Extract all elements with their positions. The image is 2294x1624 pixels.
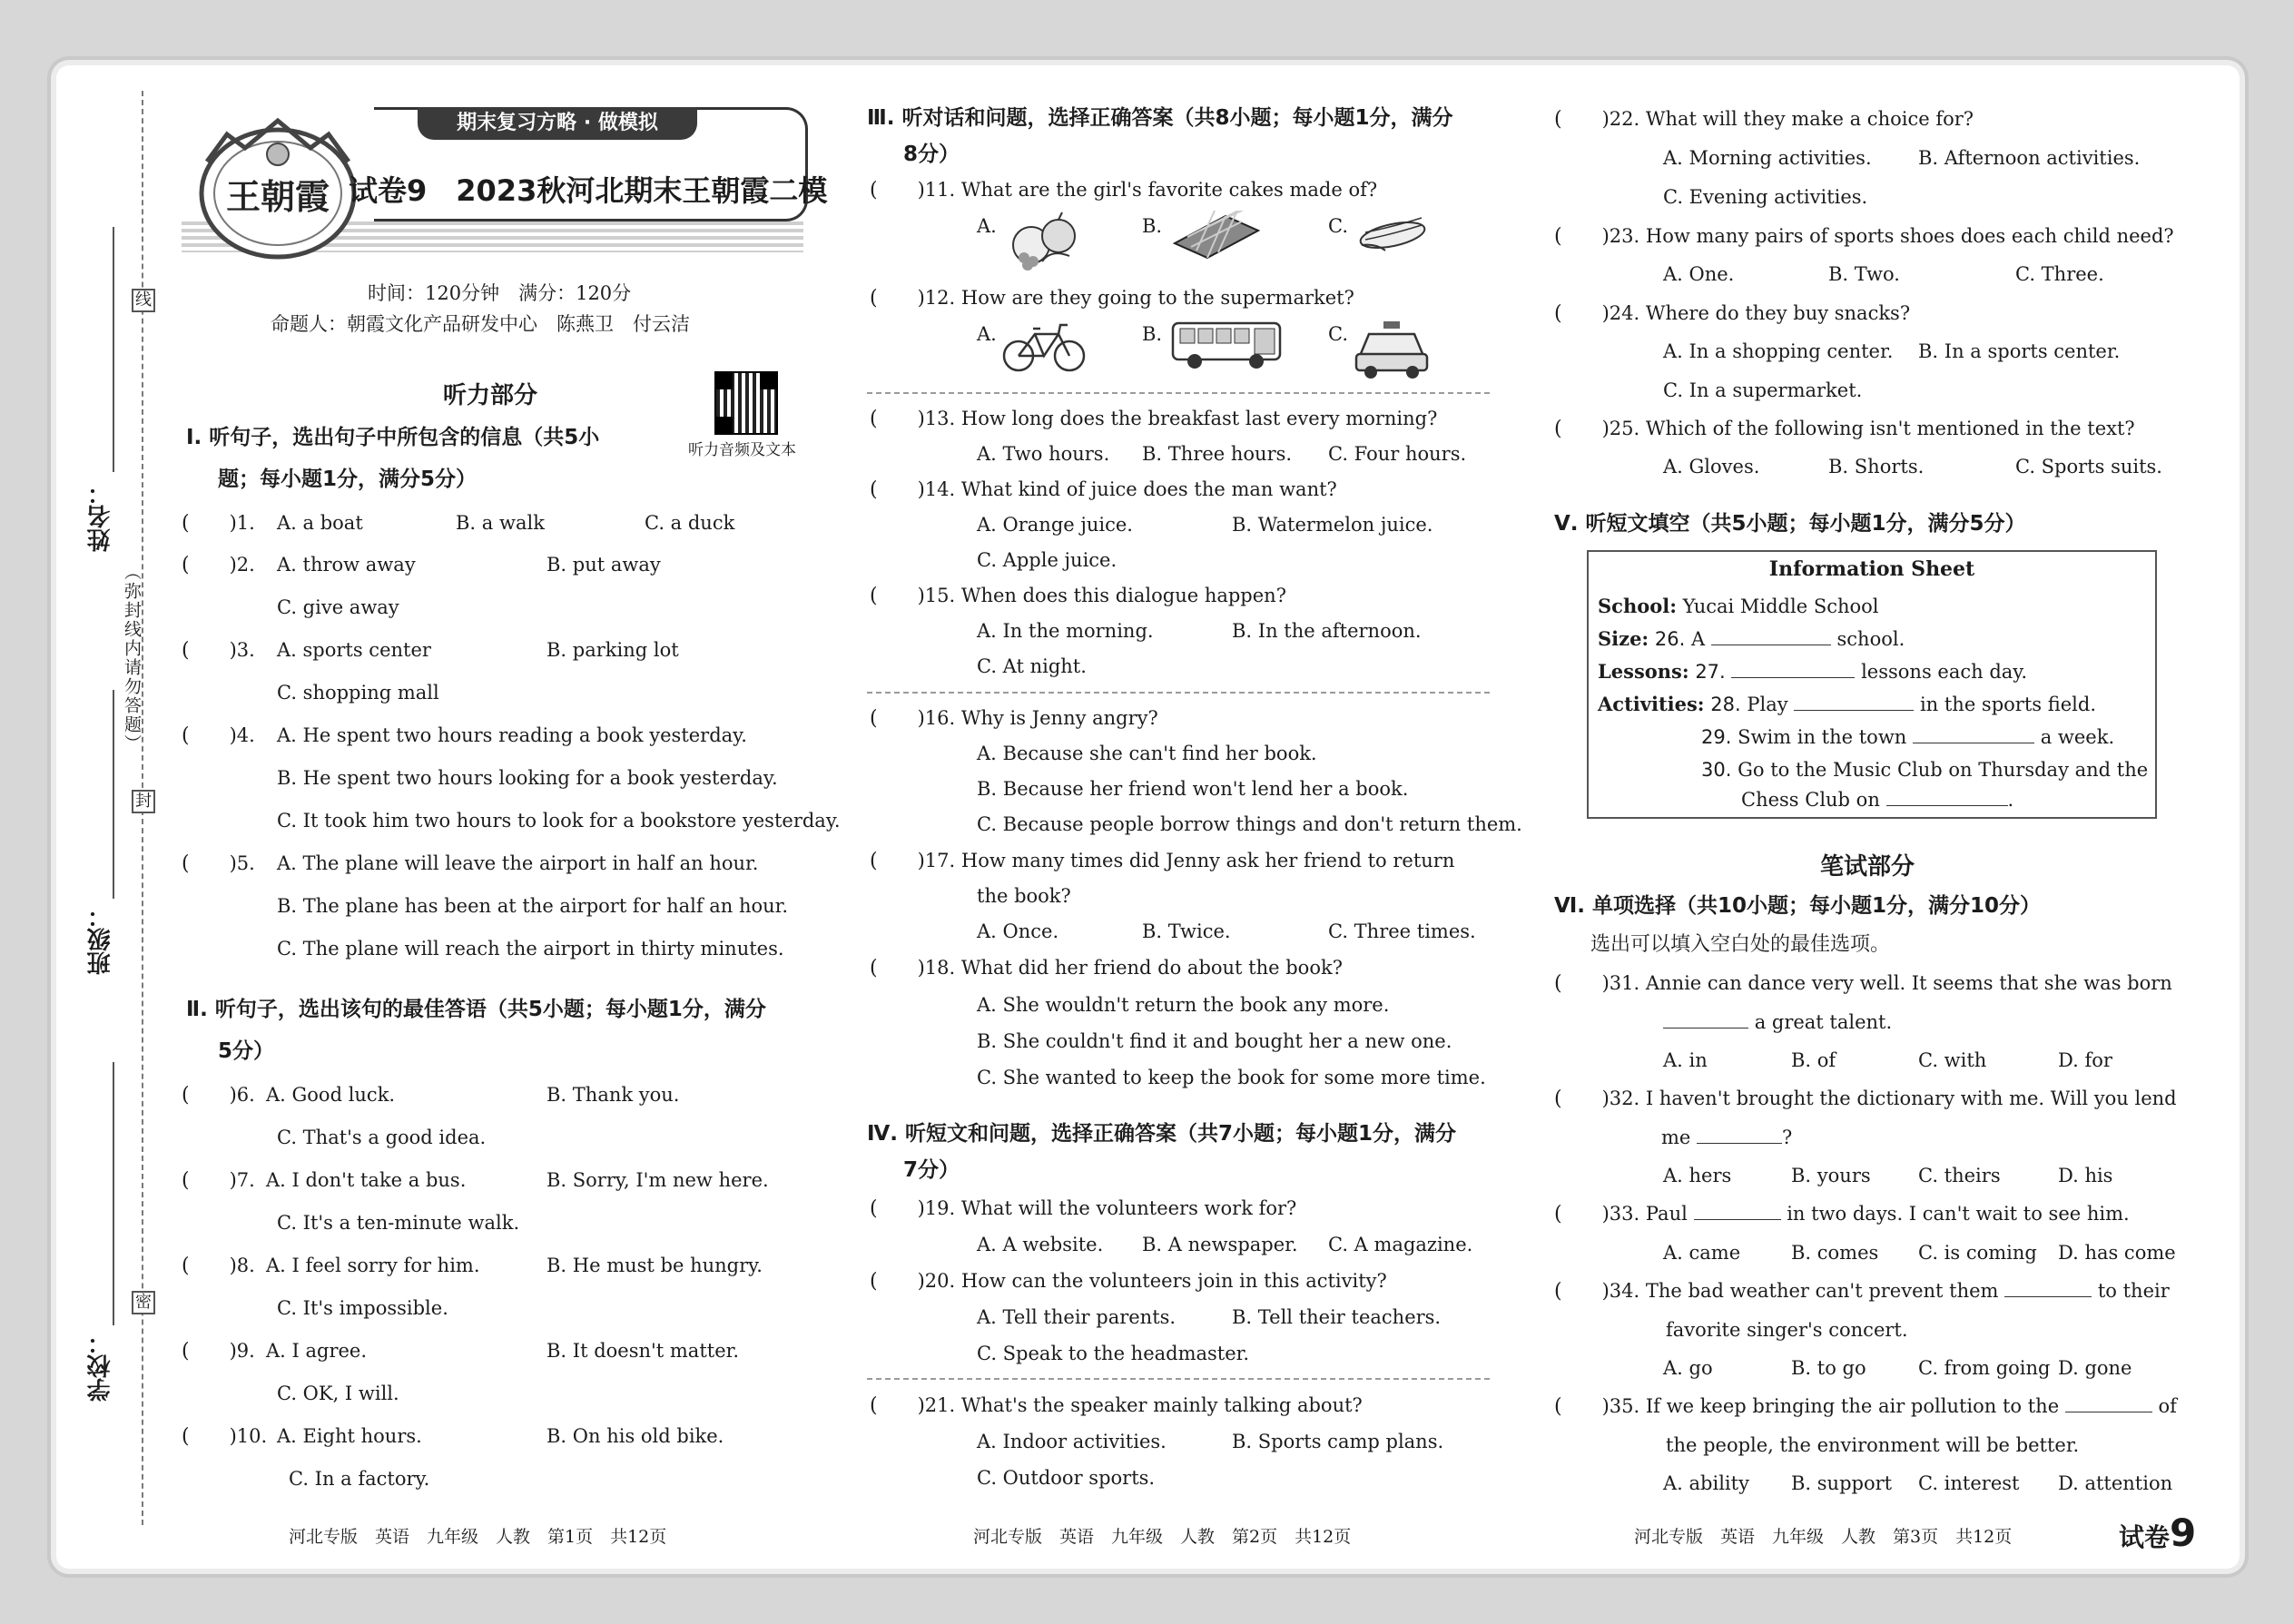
blank-31[interactable] bbox=[1663, 1027, 1748, 1029]
paper-number: 试卷9 bbox=[2119, 1511, 2197, 1555]
section-6-title: Ⅵ. 单项选择（共10小题；每小题1分，满分10分） bbox=[1554, 894, 2042, 918]
q6-option-a[interactable]: A. Good luck. bbox=[266, 1084, 396, 1106]
q1-option-b[interactable]: B. a walk bbox=[456, 512, 545, 534]
answer-paren[interactable]: ( bbox=[870, 287, 878, 310]
q14 bbox=[870, 471, 1337, 508]
q9-option-c[interactable]: C. OK, I will. bbox=[277, 1383, 399, 1404]
answer-paren[interactable]: ( bbox=[870, 1394, 878, 1417]
q34-option-a[interactable]: A. go bbox=[1663, 1357, 1713, 1379]
q35: ( )35. If we keep bringing the air pollution to the of bbox=[1554, 1395, 2177, 1418]
q-number: )14. bbox=[917, 478, 956, 500]
q25-option-c[interactable]: C. Sports suits. bbox=[2015, 456, 2162, 477]
q21-option-c[interactable]: C. Outdoor sports. bbox=[977, 1467, 1156, 1489]
info-size: Size: 26. A school. bbox=[1598, 627, 1905, 650]
information-sheet bbox=[1587, 550, 2157, 819]
answer-paren[interactable]: ( bbox=[1554, 1088, 1562, 1110]
footer-page-1: 河北专版 英语 九年级 人教 第1页 共12页 bbox=[289, 1527, 667, 1547]
section-2-title-cont: 5分） bbox=[218, 1039, 275, 1063]
q2 bbox=[182, 546, 255, 584]
q32-option-b[interactable]: B. yours bbox=[1791, 1165, 1871, 1186]
school-label: 学校： bbox=[87, 1331, 114, 1402]
info-activity-30: 30. Go to the Music Club on Thursday and the bbox=[1701, 759, 2149, 781]
q12-option-b[interactable]: B. bbox=[1142, 323, 1163, 345]
q7-option-c[interactable]: C. It's a ten-minute walk. bbox=[277, 1212, 520, 1234]
binding-mark-dense: 密 bbox=[132, 1291, 155, 1314]
answer-paren[interactable]: ( bbox=[870, 1197, 878, 1220]
q-text: When does this dialogue happen? bbox=[960, 585, 1286, 606]
q18-option-b[interactable]: B. She couldn't find it and bought her a new one. bbox=[977, 1030, 1452, 1052]
answer-paren[interactable]: ( bbox=[1554, 1395, 1562, 1418]
answer-paren[interactable]: ( bbox=[1554, 418, 1562, 440]
q21-option-a[interactable]: A. Indoor activities. bbox=[977, 1431, 1167, 1452]
q-number: )22. bbox=[1601, 108, 1640, 130]
q2-option-c[interactable]: C. give away bbox=[277, 596, 399, 618]
q-text: What's the speaker mainly talking about? bbox=[960, 1394, 1363, 1416]
answer-paren[interactable]: ( bbox=[182, 1084, 190, 1107]
answer-paren[interactable]: ( bbox=[182, 1169, 190, 1192]
q11-option-c[interactable]: C. bbox=[1328, 215, 1348, 237]
q22-option-a[interactable]: A. Morning activities. bbox=[1663, 147, 1872, 169]
q-number: )25. bbox=[1601, 418, 1640, 439]
q34-option-d[interactable]: D. gone bbox=[2058, 1357, 2132, 1379]
name-field[interactable] bbox=[113, 227, 114, 472]
q33-option-c[interactable]: C. is coming bbox=[1918, 1242, 2037, 1264]
q18-option-c[interactable]: C. She wanted to keep the book for some more time. bbox=[977, 1067, 1486, 1088]
q34-option-c[interactable]: C. from going bbox=[1918, 1357, 2051, 1379]
q14-option-b[interactable]: B. Watermelon juice. bbox=[1232, 514, 1433, 536]
divider bbox=[867, 1378, 1490, 1380]
q33-option-a[interactable]: A. came bbox=[1663, 1242, 1741, 1264]
section-3-title: Ⅲ. 听对话和问题，选择正确答案（共8小题；每小题1分，满分 bbox=[867, 106, 1453, 130]
chocolate-bar-icon bbox=[1171, 211, 1262, 261]
q34-text-cont: favorite singer's concert. bbox=[1666, 1319, 1908, 1341]
answer-paren[interactable]: ( bbox=[182, 724, 190, 747]
q10 bbox=[182, 1418, 267, 1455]
fruit-icon bbox=[1006, 209, 1086, 271]
answer-paren[interactable]: ( bbox=[870, 957, 878, 979]
binding-note: （弥封线内请勿答题） bbox=[122, 563, 142, 753]
q32-text-cont: me ? bbox=[1661, 1127, 1793, 1148]
header-tab: 期末复习方略 · 做模拟 bbox=[418, 107, 697, 140]
q7-option-b[interactable]: B. Sorry, I'm new here. bbox=[546, 1169, 769, 1191]
q2-option-a[interactable]: A. throw away bbox=[277, 554, 416, 576]
footer-page-3: 河北专版 英语 九年级 人教 第3页 共12页 bbox=[1634, 1527, 2013, 1547]
q23-option-b[interactable]: B. Two. bbox=[1828, 263, 1900, 285]
q-text: How many times did Jenny ask her friend to return bbox=[960, 850, 1455, 871]
q32-option-d[interactable]: D. his bbox=[2058, 1165, 2113, 1186]
q-text: Where do they buy snacks? bbox=[1645, 302, 1911, 324]
section-4-title: Ⅳ. 听短文和问题，选择正确答案（共7小题；每小题1分，满分 bbox=[867, 1122, 1457, 1146]
q23-option-a[interactable]: A. One. bbox=[1663, 263, 1735, 285]
taxi-icon bbox=[1353, 320, 1431, 381]
paper-title: 试卷9 2023秋河北期末王朝霞二模 bbox=[349, 173, 828, 208]
q-number: )23. bbox=[1601, 225, 1640, 247]
q-text: How are they going to the supermarket? bbox=[960, 287, 1354, 309]
q3-option-a[interactable]: A. sports center bbox=[277, 639, 431, 661]
q23 bbox=[1554, 218, 2174, 255]
q-number: )18. bbox=[917, 957, 956, 979]
answer-paren[interactable]: ( bbox=[182, 639, 190, 662]
section-2-title: Ⅱ. 听句子，选出该句的最佳答语（共5小题；每小题1分，满分 bbox=[186, 998, 766, 1021]
divider bbox=[867, 392, 1490, 394]
q-number: )19. bbox=[917, 1197, 956, 1219]
q-number: )21. bbox=[917, 1394, 956, 1416]
q5-option-c[interactable]: C. The plane will reach the airport in thirty minutes. bbox=[277, 938, 784, 960]
q7-option-a[interactable]: A. I don't take a bus. bbox=[266, 1169, 467, 1191]
q15-option-a[interactable]: A. In the morning. bbox=[977, 620, 1154, 642]
q-number: )12. bbox=[917, 287, 956, 309]
q-number: )2. bbox=[229, 554, 255, 576]
blank-26[interactable] bbox=[1711, 644, 1831, 645]
section-6-instructions: 选出可以填入空白处的最佳选项。 bbox=[1590, 933, 1891, 956]
q20-option-c[interactable]: C. Speak to the headmaster. bbox=[977, 1343, 1250, 1364]
q13 bbox=[870, 400, 1437, 438]
blank-29[interactable] bbox=[1913, 742, 2034, 743]
q35-option-c[interactable]: C. interest bbox=[1918, 1472, 2020, 1494]
q4 bbox=[182, 717, 255, 754]
blank-33[interactable] bbox=[1694, 1218, 1781, 1220]
info-activity-29: 29. Swim in the town a week. bbox=[1701, 726, 2115, 748]
divider bbox=[867, 692, 1490, 694]
q10-option-a[interactable]: A. Eight hours. bbox=[277, 1425, 422, 1447]
q11-option-a[interactable]: A. bbox=[977, 215, 997, 237]
q-number: )15. bbox=[917, 585, 956, 606]
q5 bbox=[182, 845, 255, 882]
q3-option-b[interactable]: B. parking lot bbox=[546, 639, 679, 661]
q31-option-c[interactable]: C. with bbox=[1918, 1049, 1987, 1071]
q8-option-c[interactable]: C. It's impossible. bbox=[277, 1297, 448, 1319]
q31-option-b[interactable]: B. of bbox=[1791, 1049, 1836, 1071]
listening-title: 听力部分 bbox=[443, 382, 538, 409]
info-activity-30-cont: Chess Club on . bbox=[1741, 789, 2014, 811]
written-title: 笔试部分 bbox=[1820, 853, 1915, 881]
q31 bbox=[1554, 965, 2172, 1002]
q11-option-b[interactable]: B. bbox=[1142, 215, 1163, 237]
q8 bbox=[182, 1247, 255, 1284]
school-field[interactable] bbox=[113, 1062, 114, 1325]
logo-text: 王朝霞 bbox=[225, 176, 330, 217]
q3-option-c[interactable]: C. shopping mall bbox=[277, 682, 439, 704]
q5-option-b[interactable]: B. The plane has been at the airport for half an hour. bbox=[277, 895, 789, 917]
q-text: What will they make a choice for? bbox=[1645, 108, 1974, 130]
answer-paren[interactable]: ( bbox=[1554, 1203, 1562, 1225]
q-text: Which of the following isn't mentioned in the text? bbox=[1645, 418, 2135, 439]
info-activity-28: Activities: 28. Play in the sports field. bbox=[1598, 693, 2096, 715]
q16 bbox=[870, 700, 1158, 737]
q15 bbox=[870, 577, 1286, 615]
qr-caption: 听力音频及文本 bbox=[688, 441, 796, 459]
q24-option-a[interactable]: A. In a shopping center. bbox=[1663, 340, 1894, 362]
q-number: )1. bbox=[229, 512, 255, 534]
q25 bbox=[1554, 410, 2135, 448]
q-text: What are the girl's favorite cakes made of? bbox=[960, 179, 1378, 201]
info-lessons: Lessons: 27. lessons each day. bbox=[1598, 660, 2028, 683]
q22 bbox=[1554, 101, 1974, 138]
q3 bbox=[182, 632, 255, 669]
section-1-title: Ⅰ. 听句子，选出句子中所包含的信息（共5小 bbox=[186, 426, 600, 449]
q4-option-b[interactable]: B. He spent two hours looking for a book yesterday. bbox=[277, 767, 778, 789]
info-school: School: Yucai Middle School bbox=[1598, 595, 1879, 617]
answer-paren[interactable]: ( bbox=[870, 478, 878, 501]
footer-page-2: 河北专版 英语 九年级 人教 第2页 共12页 bbox=[973, 1527, 1352, 1547]
q9-option-b[interactable]: B. It doesn't matter. bbox=[546, 1340, 740, 1362]
q34-option-b[interactable]: B. to go bbox=[1791, 1357, 1866, 1379]
q12-option-c[interactable]: C. bbox=[1328, 323, 1348, 345]
q13-option-c[interactable]: C. Four hours. bbox=[1328, 443, 1467, 465]
q-number: )5. bbox=[229, 852, 255, 874]
answer-paren[interactable]: ( bbox=[182, 512, 190, 535]
q16-option-a[interactable]: A. Because she can't find her book. bbox=[977, 743, 1317, 764]
corn-icon bbox=[1356, 212, 1429, 258]
q14-option-a[interactable]: A. Orange juice. bbox=[977, 514, 1133, 536]
q1-option-a[interactable]: A. a boat bbox=[277, 512, 363, 534]
q33: ( )33. Paul in two days. I can't wait to see him. bbox=[1554, 1203, 2130, 1225]
q-number: )35. bbox=[1601, 1395, 1640, 1417]
q19-option-a[interactable]: A. A website. bbox=[977, 1234, 1104, 1255]
blank-30[interactable] bbox=[1886, 804, 2008, 806]
answer-paren[interactable]: ( bbox=[870, 707, 878, 730]
binding-mark-seal: 封 bbox=[132, 790, 155, 813]
q-number: )9. bbox=[229, 1340, 255, 1362]
blank-28[interactable] bbox=[1794, 709, 1914, 711]
q15-option-c[interactable]: C. At night. bbox=[977, 655, 1087, 677]
q-number: )32. bbox=[1601, 1088, 1640, 1109]
answer-paren[interactable]: ( bbox=[1554, 972, 1562, 995]
answer-paren[interactable]: ( bbox=[870, 850, 878, 872]
q-number: )13. bbox=[917, 408, 956, 429]
q4-option-a[interactable]: A. He spent two hours reading a book yesterday. bbox=[277, 724, 747, 746]
q-number: )7. bbox=[229, 1169, 255, 1191]
answer-paren[interactable]: ( bbox=[1554, 225, 1562, 248]
q24-option-c[interactable]: C. In a supermarket. bbox=[1663, 379, 1863, 401]
q33-option-d[interactable]: D. has come bbox=[2058, 1242, 2176, 1264]
q-text: Why is Jenny angry? bbox=[960, 707, 1158, 729]
blank-35[interactable] bbox=[2065, 1411, 2152, 1412]
q32 bbox=[1554, 1080, 2177, 1117]
q11 bbox=[870, 172, 1377, 209]
publisher-logo-icon bbox=[182, 107, 374, 261]
q22-option-c[interactable]: C. Evening activities. bbox=[1663, 186, 1868, 208]
q13-option-a[interactable]: A. Two hours. bbox=[977, 443, 1110, 465]
q8-option-a[interactable]: A. I feel sorry for him. bbox=[266, 1255, 480, 1276]
q-text: How can the volunteers join in this activity? bbox=[960, 1270, 1387, 1292]
q35-option-b[interactable]: B. support bbox=[1791, 1472, 1893, 1494]
q17-option-a[interactable]: A. Once. bbox=[977, 920, 1059, 942]
info-title: Information Sheet bbox=[1768, 557, 1975, 581]
q-number: )6. bbox=[229, 1084, 255, 1106]
q13-option-b[interactable]: B. Three hours. bbox=[1142, 443, 1293, 465]
q7 bbox=[182, 1162, 255, 1199]
q10-option-b[interactable]: B. On his old bike. bbox=[546, 1425, 724, 1447]
q25-option-a[interactable]: A. Gloves. bbox=[1663, 456, 1760, 477]
q6-option-c[interactable]: C. That's a good idea. bbox=[277, 1127, 487, 1148]
q-number: )8. bbox=[229, 1255, 255, 1276]
q35-text-cont: the people, the environment will be better. bbox=[1666, 1434, 2080, 1456]
q22-option-b[interactable]: B. Afternoon activities. bbox=[1918, 147, 2141, 169]
q-text: I haven't brought the dictionary with me. Will you lend bbox=[1645, 1088, 2177, 1109]
q17-option-c[interactable]: C. Three times. bbox=[1328, 920, 1476, 942]
class-label: 班级： bbox=[87, 904, 114, 975]
q31-option-d[interactable]: D. for bbox=[2058, 1049, 2112, 1071]
bus-icon bbox=[1169, 318, 1284, 372]
q-text: How many pairs of sports shoes does each child need? bbox=[1645, 225, 2174, 247]
answer-paren[interactable]: ( bbox=[182, 1255, 190, 1277]
q23-option-c[interactable]: C. Three. bbox=[2015, 263, 2104, 285]
bicycle-icon bbox=[1002, 320, 1086, 374]
q1-option-c[interactable]: C. a duck bbox=[645, 512, 735, 534]
answer-paren[interactable]: ( bbox=[182, 554, 190, 576]
q10-option-c[interactable]: C. In a factory. bbox=[289, 1468, 430, 1490]
q14-option-c[interactable]: C. Apple juice. bbox=[977, 549, 1117, 571]
q-text: How long does the breakfast last every morning? bbox=[960, 408, 1438, 429]
q-number: )20. bbox=[917, 1270, 956, 1292]
q32-option-c[interactable]: C. theirs bbox=[1918, 1165, 2001, 1186]
answer-paren[interactable]: ( bbox=[870, 1270, 878, 1293]
q-text: What will the volunteers work for? bbox=[960, 1197, 1297, 1219]
q-number: )17. bbox=[917, 850, 956, 871]
q19-option-c[interactable]: C. A magazine. bbox=[1328, 1234, 1473, 1255]
author-line: 命题人：朝霞文化产品研发中心 陈燕卫 付云洁 bbox=[271, 313, 690, 335]
binding-mark-line: 线 bbox=[132, 289, 155, 312]
q-text: What kind of juice does the man want? bbox=[960, 478, 1337, 500]
q16-option-b[interactable]: B. Because her friend won't lend her a book. bbox=[977, 778, 1409, 800]
q-number: )10. bbox=[229, 1425, 268, 1447]
answer-paren[interactable]: ( bbox=[1554, 1280, 1562, 1303]
answer-paren[interactable]: ( bbox=[182, 1425, 190, 1448]
class-field[interactable] bbox=[113, 690, 114, 899]
q8-option-b[interactable]: B. He must be hungry. bbox=[546, 1255, 763, 1276]
answer-paren[interactable]: ( bbox=[182, 1340, 190, 1363]
q19-option-b[interactable]: B. A newspaper. bbox=[1142, 1234, 1298, 1255]
answer-paren[interactable]: ( bbox=[182, 852, 190, 875]
answer-paren[interactable]: ( bbox=[870, 585, 878, 607]
q12 bbox=[870, 280, 1354, 317]
q-number: )34. bbox=[1601, 1280, 1640, 1302]
q-text: Annie can dance very well. It seems that she was born bbox=[1645, 972, 2172, 994]
q33-option-b[interactable]: B. comes bbox=[1791, 1242, 1879, 1264]
q17 bbox=[870, 842, 1454, 880]
q34: ( )34. The bad weather can't prevent them to their bbox=[1554, 1280, 2170, 1303]
q17-text-cont: the book? bbox=[977, 885, 1071, 907]
q6-option-b[interactable]: B. Thank you. bbox=[546, 1084, 680, 1106]
qr-code-icon[interactable] bbox=[714, 371, 778, 435]
q15-option-b[interactable]: B. In the afternoon. bbox=[1232, 620, 1422, 642]
q24-option-b[interactable]: B. In a sports center. bbox=[1918, 340, 2121, 362]
q-number: )24. bbox=[1601, 302, 1640, 324]
q25-option-b[interactable]: B. Shorts. bbox=[1828, 456, 1925, 477]
q21-option-b[interactable]: B. Sports camp plans. bbox=[1232, 1431, 1444, 1452]
q5-option-a[interactable]: A. The plane will leave the airport in half an hour. bbox=[277, 852, 759, 874]
q1 bbox=[182, 505, 255, 542]
section-1-title-cont: 题；每小题1分，满分5分） bbox=[218, 468, 478, 491]
q35-option-a[interactable]: A. ability bbox=[1663, 1472, 1749, 1494]
q6 bbox=[182, 1077, 255, 1114]
q17-option-b[interactable]: B. Twice. bbox=[1142, 920, 1231, 942]
q32-option-a[interactable]: A. hers bbox=[1663, 1165, 1732, 1186]
q18 bbox=[870, 950, 1343, 987]
q18-option-a[interactable]: A. She wouldn't return the book any more. bbox=[977, 994, 1390, 1016]
q-number: )4. bbox=[229, 724, 255, 746]
q31-option-a[interactable]: A. in bbox=[1663, 1049, 1708, 1071]
blank-27[interactable] bbox=[1731, 676, 1855, 678]
answer-paren[interactable]: ( bbox=[1554, 302, 1562, 325]
q12-option-a[interactable]: A. bbox=[977, 323, 997, 345]
q-number: )31. bbox=[1601, 972, 1640, 994]
answer-paren[interactable]: ( bbox=[1554, 108, 1562, 131]
q9 bbox=[182, 1333, 255, 1370]
q20 bbox=[870, 1263, 1387, 1300]
blank-32[interactable] bbox=[1697, 1142, 1782, 1144]
section-5-title: Ⅴ. 听短文填空（共5小题；每小题1分，满分5分） bbox=[1554, 512, 2026, 536]
q-number: )11. bbox=[917, 179, 956, 201]
q35-option-d[interactable]: D. attention bbox=[2058, 1472, 2173, 1494]
q31-text-cont: a great talent. bbox=[1663, 1004, 1892, 1040]
q9-option-a[interactable]: A. I agree. bbox=[266, 1340, 368, 1362]
q16-option-c[interactable]: C. Because people borrow things and don't return them. bbox=[977, 813, 1522, 835]
q19 bbox=[870, 1190, 1296, 1227]
q20-option-a[interactable]: A. Tell their parents. bbox=[977, 1306, 1177, 1328]
q-number: )33. bbox=[1601, 1203, 1640, 1225]
q24 bbox=[1554, 295, 1910, 332]
blank-34[interactable] bbox=[2004, 1295, 2092, 1297]
q-text: What did her friend do about the book? bbox=[960, 957, 1343, 979]
time-line: 时间：120分钟 满分：120分 bbox=[368, 282, 632, 304]
q-number: )16. bbox=[917, 707, 956, 729]
answer-paren[interactable]: ( bbox=[870, 179, 878, 202]
q4-option-c[interactable]: C. It took him two hours to look for a bookstore yesterday. bbox=[277, 810, 841, 832]
section-3-title-cont: 8分） bbox=[903, 143, 960, 166]
answer-paren[interactable]: ( bbox=[870, 408, 878, 430]
q-number: )3. bbox=[229, 639, 255, 661]
section-4-title-cont: 7分） bbox=[903, 1158, 960, 1182]
q20-option-b[interactable]: B. Tell their teachers. bbox=[1232, 1306, 1442, 1328]
q21 bbox=[870, 1387, 1363, 1424]
name-label: 姓名： bbox=[87, 481, 114, 552]
q2-option-b[interactable]: B. put away bbox=[546, 554, 661, 576]
